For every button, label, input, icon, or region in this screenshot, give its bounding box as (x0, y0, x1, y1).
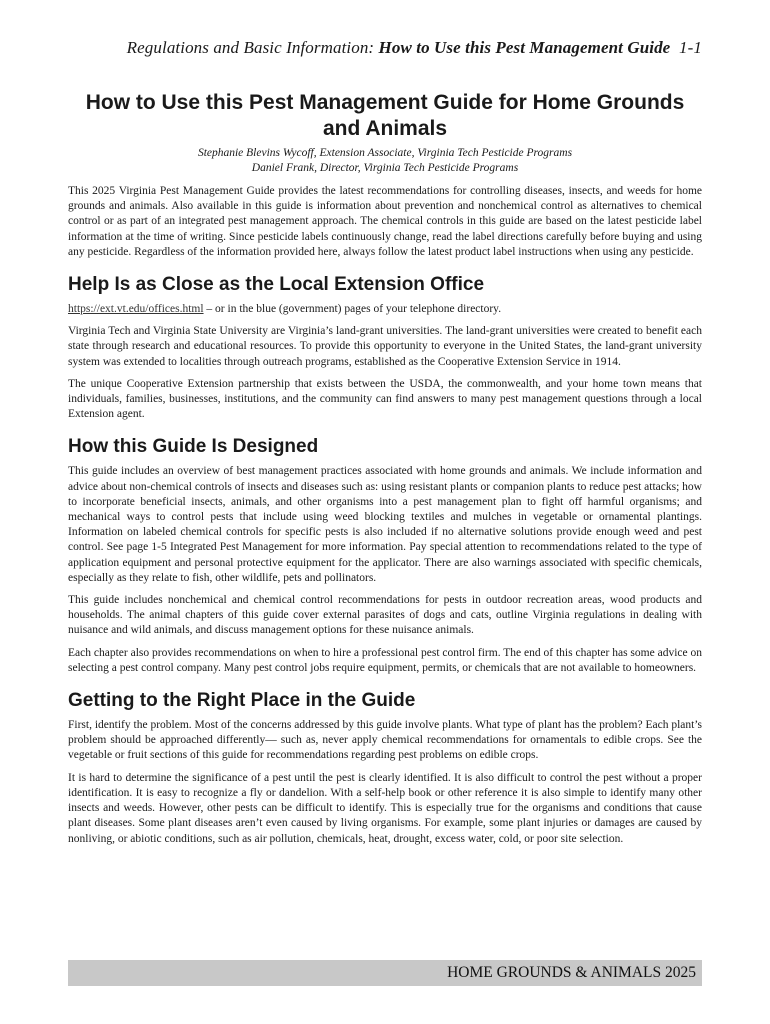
paragraph: Virginia Tech and Virginia State University are Virginia’s land-grant universities. The land-grant universities were created to benefit each state through research and educational resources. To provide this opportunity to everyone in the United States, the land-grant university system was extended to localities through outreach programs, established as the Cooperative Extension Service in 1914. (68, 325, 702, 368)
paragraph: This guide includes an overview of best management practices associated with home grounds and animals. We include information and advice about non-chemical controls of insects and diseases such as: using resistant plants or companion plants to reduce pest attacks; how to incorporate beneficial insects, animals, and other organisms into a pest management plan to fight off harmful organisms; and mechanical ways to control pests that include using weed blocking textiles and mulches in vegetable or ornamental plantings. Information on labeled chemical controls for specific pests is also included if no alternative solutions provide enough weed and pest control. See page 1-5 Integrated Pest Management for more information. Pay special attention to recommendations related to the type of application equipment and personal protective equipment for the applicator. There are also warnings associated with specific chemicals, especially as they relate to fish, other wildlife, pets and pollinators. (68, 465, 702, 584)
main-content (68, 184, 702, 854)
footer-text: HOME GROUNDS & ANIMALS 2025 (447, 964, 696, 981)
paragraph: The unique Cooperative Extension partnership that exists between the USDA, the commonwealth, and your home town means that individuals, families, businesses, institutions, and the community can find answers to many pest management questions through a local Extension agent. (68, 377, 702, 421)
intro-paragraph: This 2025 Virginia Pest Management Guide provides the latest recommendations for controlling diseases, insects, and weeds for home grounds and animals. Also available in this guide is information about prevention and nonchemical control as alternatives to chemical control or as part of an integrated pest management approach. The chemical controls in this guide are based on the latest pesticide label information at the time of writing. Since pesticide labels continuously change, read the label directions carefully before buying and using any pesticide. Regardless of the information provided here, always follow the latest product label instructions when using any pesticide. (68, 185, 702, 258)
paragraph: First, identify the problem. Most of the concerns addressed by this guide involve plants. What type of plant has the problem? Each plant’s problem should be approached differently— such as, never apply chemical recommendations for ornamentals to edible crops. See the vegetable or fruit sections of this guide for recommendations regarding pest problems on edible crops. (68, 719, 702, 762)
page-title: How to Use this Pest Management Guide for Home Grounds and Animals (85, 91, 685, 140)
running-header (68, 38, 702, 58)
section-heading-right-place: Getting to the Right Place in the Guide (68, 690, 416, 712)
link-suffix: – or in the blue (government) pages of your telephone directory. (203, 303, 502, 316)
page-number: 1-1 (670, 38, 702, 57)
footer-bar (68, 960, 702, 986)
paragraph: Each chapter also provides recommendations on when to hire a professional pest control firm. The end of this chapter has some advice on selecting a pest control company. Many pest control jobs require equipment, permits, or chemicals that are not available to homeowners. (68, 646, 702, 674)
author-line: Stephanie Blevins Wycoff, Extension Associate, Virginia Tech Pesticide Programs (197, 147, 573, 159)
running-header-prefix: Regulations and Basic Information: (126, 38, 379, 57)
extension-offices-link[interactable]: https://ext.vt.edu/offices.html (68, 303, 204, 316)
paragraph: This guide includes nonchemical and chemical control recommendations for pests in outdoor recreation areas, wood products and households. The animal chapters of this guide cover external parasites of dogs and cats, outline Virginia regulations in dealing with nuisance and wild animals, and discuss management options for these nuisance animals. (68, 594, 702, 637)
section-heading-guide-design: How this Guide Is Designed (68, 436, 319, 458)
section-heading-extension-office: Help Is as Close as the Local Extension Office (68, 274, 485, 296)
author-line: Daniel Frank, Director, Virginia Tech Pesticide Programs (251, 162, 519, 174)
paragraph: It is hard to determine the significance of a pest until the pest is clearly identified. It is also difficult to control the pest without a proper identification. It is easy to recognize a fly or dandelion. With a self-help book or other reference it is also simple to identify many other insects and weeds. However, other pests can be difficult to identify. This is especially true for the organisms and conditions that cause plant diseases. Some plant diseases aren’t even caused by living organisms. For example, some plant injuries or damages are caused by nonliving, or abiotic conditions, such as air pollution, chemicals, heat, drought, excess water, cold, or poor site selection. (68, 771, 702, 845)
extension-link-line (68, 302, 702, 317)
author-list (68, 146, 702, 176)
running-header-title: How to Use this Pest Management Guide (378, 38, 671, 57)
